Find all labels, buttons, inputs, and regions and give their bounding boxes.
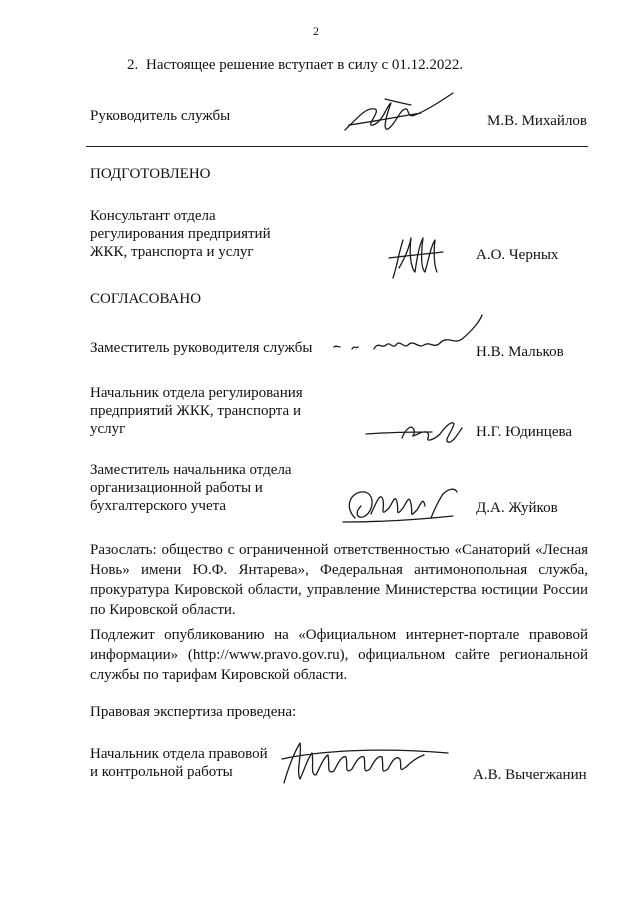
- legal-position-line: Начальник отдела правовой: [90, 746, 268, 762]
- agreed-signer-position-line: организационной работы и: [90, 480, 263, 496]
- legal-position: [90, 745, 268, 781]
- agreed-signer-2-name: Н.Г. Юдинцева: [476, 424, 573, 440]
- item-number: 2.: [127, 57, 139, 73]
- prepared-heading: ПОДГОТОВЛЕНО: [90, 166, 211, 182]
- agreed-signer-1-position: [90, 339, 312, 357]
- agreed-heading: СОГЛАСОВАНО: [90, 291, 202, 307]
- agreed-signer-1-name: Н.В. Мальков: [476, 344, 564, 360]
- agreed-signer-3-name: Д.А. Жуйков: [476, 500, 558, 516]
- agreed-signer-1-signature: [330, 305, 500, 365]
- agreed-signer-position-line: предприятий ЖКК, транспорта и: [90, 403, 301, 419]
- prepared-signature: [385, 228, 455, 288]
- item-text: Настоящее решение вступает в силу с 01.12.2022.: [146, 57, 464, 73]
- distribution-text: Разослать: общество с ограниченной ответственностью «Санаторий «Лесная Новь» имени Ю.Ф. Янтарева», Федеральная антимонопольная служба, прокуратура Кировской области, управление Министерства юстиции России по Кировской области.: [90, 542, 588, 618]
- prepared-position-line: ЖКК, транспорта и услуг: [90, 244, 254, 260]
- agreed-signer-position-line: Заместитель начальника отдела: [90, 462, 292, 478]
- agreed-signer-3-position: [90, 461, 292, 515]
- head-name: М.В. Михайлов: [487, 113, 588, 129]
- agreed-signer-2-position: [90, 384, 303, 438]
- prepared-position-line: Консультант отдела: [90, 208, 216, 224]
- head-signature: [325, 85, 465, 145]
- prepared-name: А.О. Черных: [476, 247, 559, 263]
- legal-note: Правовая экспертиза проведена:: [90, 704, 297, 720]
- agreed-signer-position-line: бухгалтерского учета: [90, 498, 227, 514]
- prepared-position: [90, 207, 271, 261]
- legal-position-line: и контрольной работы: [90, 764, 233, 780]
- agreed-signer-position-line: услуг: [90, 421, 126, 437]
- agreed-signer-3-signature: [335, 478, 465, 533]
- prepared-position-line: регулирования предприятий: [90, 226, 271, 242]
- publication-text: Подлежит опубликованию на «Официальном интернет-портале правовой информации» (http://www.pravo.gov.ru), официальном сайте региональной службы по тарифам Кировской области.: [90, 627, 588, 683]
- legal-name: А.В. Вычегжанин: [473, 767, 587, 783]
- agreed-signer-position-line: Начальник отдела регулирования: [90, 385, 303, 401]
- signature-divider: [86, 146, 588, 147]
- head-position: Руководитель службы: [90, 108, 231, 124]
- agreed-signer-position-line: Заместитель руководителя службы: [90, 340, 313, 356]
- agreed-signer-2-signature: [362, 410, 472, 450]
- legal-signature: [278, 735, 458, 795]
- page-number: 2: [313, 24, 319, 38]
